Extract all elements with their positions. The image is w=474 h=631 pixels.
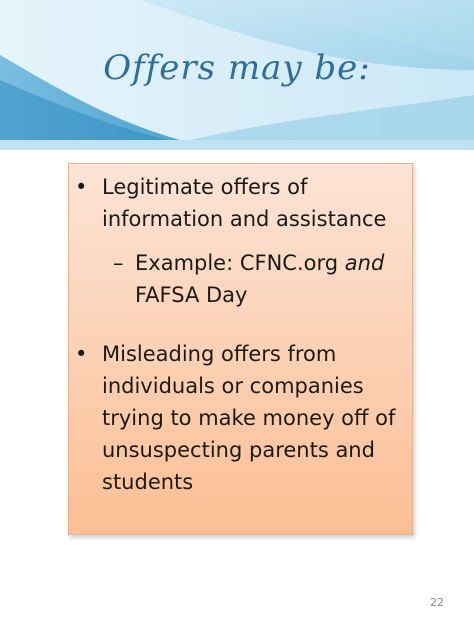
bullet-text [102,338,407,498]
bullet-line: individuals or companies [102,374,364,398]
bullet-line: Misleading offers from [102,342,337,366]
bullet-line: information and assistance [102,207,387,231]
bullet-line: unsuspecting parents and [102,438,375,462]
sub-bullet-line [135,247,405,279]
bullet-line: Legitimate offers of [102,175,308,199]
page-number: 22 [430,596,444,609]
sub-bullet-text [135,247,405,311]
bullet-line: trying to make money off of [102,406,396,430]
sub-bullet-marker: – [113,251,124,275]
bullet-marker: • [75,342,88,366]
bullet-item-misleading-offers [69,338,414,498]
bullet-item-legitimate-offers [69,171,414,241]
bullet-marker: • [75,175,88,199]
slide-title: Offers may be: [103,48,371,88]
example-prefix: Example: CFNC.org [135,251,345,275]
content-panel [68,163,413,535]
sub-bullet-line: FAFSA Day [135,283,248,307]
bullet-text [102,171,407,235]
bullet-line: students [102,470,194,494]
example-emphasis: and [344,251,385,275]
